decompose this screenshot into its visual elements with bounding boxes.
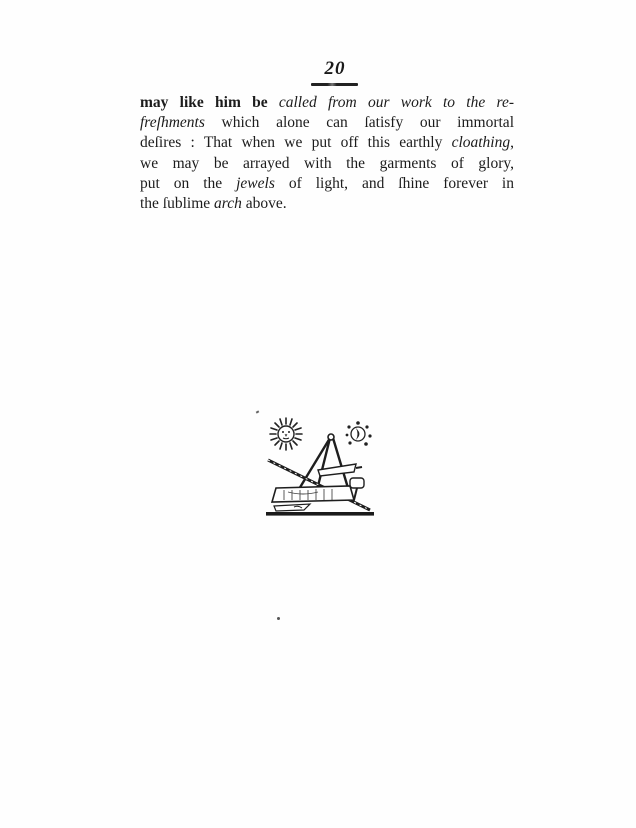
print-speck-dot: [277, 617, 280, 620]
level-icon: [272, 486, 354, 502]
page-number-rule: [311, 83, 358, 86]
trowel-icon: [318, 464, 362, 476]
body-text: [140, 93, 514, 214]
text-line-4: we may be arrayed with the garments of glory,: [140, 154, 514, 172]
sun-icon: [270, 418, 302, 450]
text-line-5: put on the jewels of light, and ſhine forever in: [140, 174, 514, 192]
text-line-6: the ſublime arch above.: [140, 195, 287, 213]
text-line-3: deſires : That when we put off this earthly cloathing,: [140, 134, 514, 152]
ground-line: [266, 512, 374, 516]
page-number: 20: [324, 58, 346, 79]
text-line-2: freſhments which alone can ſatisfy our immortal: [140, 114, 514, 132]
chisel-icon: [274, 504, 310, 511]
moon-stars-icon: [346, 421, 372, 446]
text-line-1: may like him be called from our work to the re-: [140, 94, 514, 111]
masonic-emblem-illustration: [258, 408, 382, 522]
